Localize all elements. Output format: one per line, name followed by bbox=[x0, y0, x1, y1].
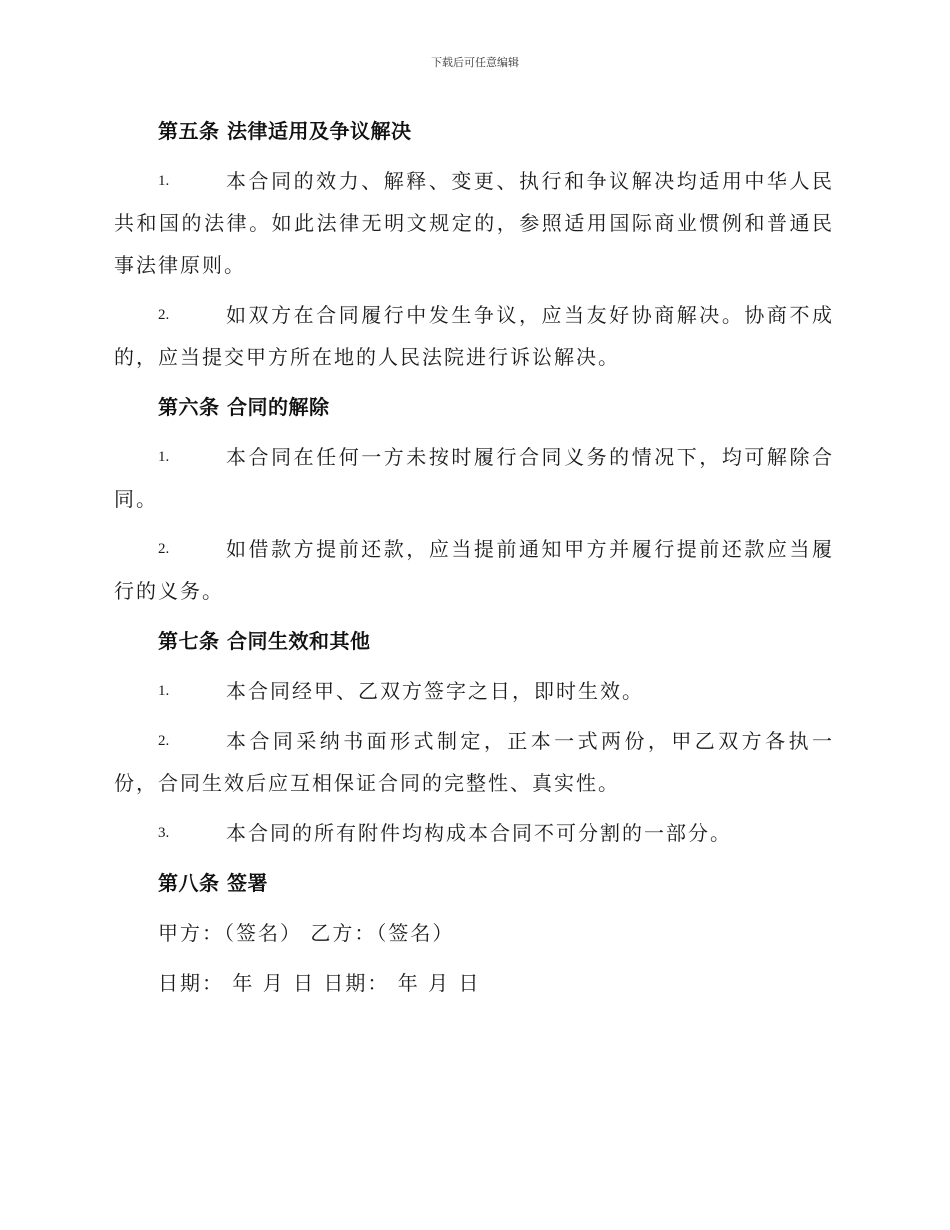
section-7 bbox=[114, 620, 834, 854]
clause-number: 1. bbox=[158, 449, 170, 465]
clause-text: 如双方在合同履行中发生争议，应当友好协商解决。协商不成的，应当提交甲方所在地的人民法院进行诉讼解决。 bbox=[114, 303, 834, 369]
clause-number: 2. bbox=[158, 307, 170, 323]
section-heading: 第六条 合同的解除 bbox=[158, 395, 330, 419]
section-heading: 第八条 签署 bbox=[158, 871, 268, 895]
document-content bbox=[114, 110, 834, 1012]
clause-item bbox=[114, 436, 834, 520]
section-5 bbox=[114, 110, 834, 378]
clause-item bbox=[114, 670, 834, 712]
signature-dates-line: 日期： 年 月 日 日期： 年 月 日 bbox=[158, 971, 481, 995]
clause-item bbox=[114, 720, 834, 804]
section-6 bbox=[114, 386, 834, 612]
clause-number: 1. bbox=[158, 683, 170, 699]
clause-number: 3. bbox=[158, 825, 170, 841]
section-heading: 第五条 法律适用及争议解决 bbox=[158, 119, 412, 143]
section-heading: 第七条 合同生效和其他 bbox=[158, 629, 371, 653]
clause-text: 本合同在任何一方未按时履行合同义务的情况下，均可解除合同。 bbox=[114, 445, 834, 511]
clause-text: 本合同采纳书面形式制定，正本一式两份，甲乙双方各执一份，合同生效后应互相保证合同的完整性、真实性。 bbox=[114, 729, 834, 795]
clause-number: 2. bbox=[158, 541, 170, 557]
section-8 bbox=[114, 862, 834, 1004]
clause-text: 本合同经甲、乙双方签字之日，即时生效。 bbox=[226, 679, 644, 703]
clause-text: 如借款方提前还款，应当提前通知甲方并履行提前还款应当履行的义务。 bbox=[114, 537, 834, 603]
clause-text: 本合同的效力、解释、变更、执行和争议解决均适用中华人民共和国的法律。如此法律无明文规定的，参照适用国际商业惯例和普通民事法律原则。 bbox=[114, 169, 834, 277]
clause-item bbox=[114, 528, 834, 612]
clause-text: 本合同的所有附件均构成本合同不可分割的一部分。 bbox=[226, 821, 732, 845]
clause-number: 2. bbox=[158, 733, 170, 749]
clause-number: 1. bbox=[158, 173, 170, 189]
clause-item bbox=[114, 160, 834, 286]
clause-item bbox=[114, 294, 834, 378]
clause-item bbox=[114, 812, 834, 854]
header-note: 下载后可任意编辑 bbox=[431, 56, 519, 69]
signature-parties-line: 甲方：（签名） 乙方：（签名） bbox=[158, 921, 455, 945]
